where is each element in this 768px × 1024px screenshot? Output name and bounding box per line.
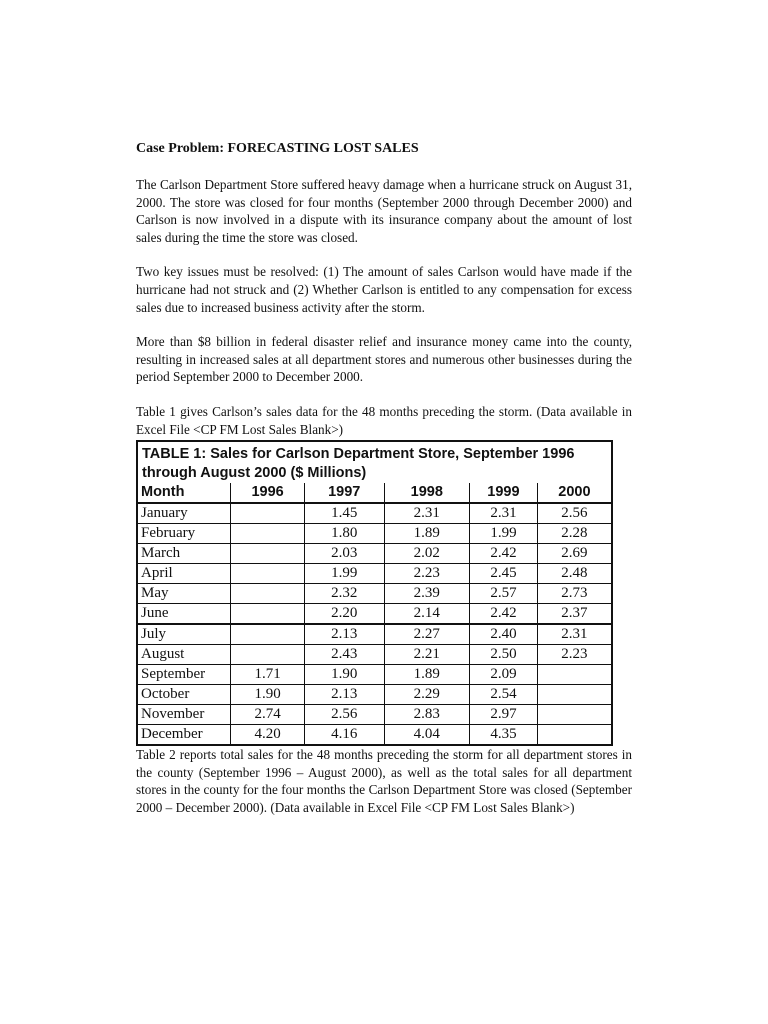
sales-value-cell: 2.97	[470, 705, 538, 725]
month-cell: March	[137, 544, 231, 564]
paragraph-relief: More than $8 billion in federal disaster relief and insurance money came into the county, resulting in increased sales at all department stores and numerous other businesses during the period September 2000 to December 2000.	[136, 334, 632, 385]
sales-value-cell: 2.27	[384, 624, 470, 645]
sales-value-cell: 2.23	[384, 564, 470, 584]
sales-value-cell	[537, 665, 612, 685]
sales-value-cell: 2.48	[537, 564, 612, 584]
sales-value-cell	[537, 725, 612, 746]
sales-value-cell: 2.74	[231, 705, 305, 725]
month-cell: May	[137, 584, 231, 604]
heading-title: FORECASTING LOST SALES	[227, 141, 419, 156]
sales-value-cell: 2.50	[470, 645, 538, 665]
sales-value-cell: 2.13	[304, 624, 384, 645]
paragraph-intro: The Carlson Department Store suffered heavy damage when a hurricane struck on August 31, 2000. The store was closed for four months (September 2000 through December 2000) and Carlson is now involved in a dispute with its insurance company about the amount of lost sales during the time the store was closed.	[136, 177, 632, 245]
sales-value-cell	[231, 604, 305, 625]
month-cell: April	[137, 564, 231, 584]
table-header-row	[137, 483, 612, 503]
sales-value-cell: 1.99	[304, 564, 384, 584]
sales-value-cell	[537, 685, 612, 705]
month-cell: January	[137, 503, 231, 524]
table-row	[137, 604, 612, 625]
month-cell: December	[137, 725, 231, 746]
table-header-cell: 1999	[470, 483, 538, 503]
table-header-cell: 1996	[231, 483, 305, 503]
sales-value-cell: 2.31	[470, 503, 538, 524]
month-cell: June	[137, 604, 231, 625]
month-cell: August	[137, 645, 231, 665]
sales-value-cell: 4.16	[304, 725, 384, 746]
sales-value-cell	[231, 544, 305, 564]
sales-value-cell	[231, 624, 305, 645]
sales-value-cell	[231, 645, 305, 665]
sales-value-cell: 2.73	[537, 584, 612, 604]
table-row	[137, 544, 612, 564]
sales-value-cell: 2.56	[304, 705, 384, 725]
sales-value-cell: 1.89	[384, 524, 470, 544]
sales-value-cell	[231, 564, 305, 584]
sales-value-cell: 2.02	[384, 544, 470, 564]
table-header-cell: 1998	[384, 483, 470, 503]
month-cell: September	[137, 665, 231, 685]
table-row	[137, 705, 612, 725]
sales-value-cell: 2.03	[304, 544, 384, 564]
sales-value-cell: 2.31	[384, 503, 470, 524]
sales-value-cell: 2.32	[304, 584, 384, 604]
sales-value-cell: 2.20	[304, 604, 384, 625]
sales-value-cell: 1.71	[231, 665, 305, 685]
table-row	[137, 524, 612, 544]
sales-value-cell: 1.89	[384, 665, 470, 685]
table-title: TABLE 1: Sales for Carlson Department Store, September 1996 through August 2000 ($ Millions)	[137, 441, 612, 483]
sales-value-cell: 2.56	[537, 503, 612, 524]
table-header-cell: 2000	[537, 483, 612, 503]
sales-value-cell: 2.28	[537, 524, 612, 544]
sales-value-cell: 4.35	[470, 725, 538, 746]
sales-value-cell: 2.57	[470, 584, 538, 604]
table-row	[137, 665, 612, 685]
month-cell: July	[137, 624, 231, 645]
sales-value-cell: 2.42	[470, 544, 538, 564]
sales-value-cell	[231, 503, 305, 524]
page-title	[136, 140, 632, 158]
month-cell: November	[137, 705, 231, 725]
sales-value-cell: 2.83	[384, 705, 470, 725]
sales-table	[136, 440, 613, 746]
sales-value-cell: 2.37	[537, 604, 612, 625]
sales-value-cell: 2.40	[470, 624, 538, 645]
sales-value-cell: 1.99	[470, 524, 538, 544]
table-row	[137, 685, 612, 705]
table-row	[137, 564, 612, 584]
table-row	[137, 645, 612, 665]
paragraph-table2-intro: Table 2 reports total sales for the 48 months preceding the storm for all department stores in the county (September 1996 – August 2000), as well as the total sales for all department stores in the county for the four months the Carlson Department Store was closed (September 2000 – December 2000). (Data available in Excel File <CP FM Lost Sales Blank>)	[136, 747, 632, 815]
month-cell: October	[137, 685, 231, 705]
sales-value-cell: 2.45	[470, 564, 538, 584]
sales-value-cell: 2.23	[537, 645, 612, 665]
sales-value-cell: 2.42	[470, 604, 538, 625]
sales-value-cell	[537, 705, 612, 725]
sales-value-cell: 2.09	[470, 665, 538, 685]
sales-value-cell	[231, 584, 305, 604]
table-row	[137, 725, 612, 746]
table-row	[137, 503, 612, 524]
month-cell: February	[137, 524, 231, 544]
sales-value-cell: 2.54	[470, 685, 538, 705]
sales-value-cell: 2.69	[537, 544, 612, 564]
sales-value-cell: 2.14	[384, 604, 470, 625]
sales-value-cell: 2.43	[304, 645, 384, 665]
sales-value-cell: 2.29	[384, 685, 470, 705]
paragraph-issues: Two key issues must be resolved: (1) The amount of sales Carlson would have made if the hurricane had not struck and (2) Whether Carlson is entitled to any compensation for excess sales due to increased business activity after the storm.	[136, 264, 632, 315]
sales-value-cell: 1.80	[304, 524, 384, 544]
table-row	[137, 624, 612, 645]
heading-label: Case Problem:	[136, 141, 224, 156]
sales-value-cell: 4.04	[384, 725, 470, 746]
table-header-cell: Month	[137, 483, 231, 503]
sales-value-cell: 2.39	[384, 584, 470, 604]
sales-value-cell: 1.90	[231, 685, 305, 705]
paragraph-table1-intro: Table 1 gives Carlson’s sales data for the 48 months preceding the storm. (Data available in Excel File <CP FM Lost Sales Blank>)	[136, 403, 632, 437]
sales-value-cell: 4.20	[231, 725, 305, 746]
sales-value-cell: 2.13	[304, 685, 384, 705]
sales-value-cell: 1.90	[304, 665, 384, 685]
table-header-cell: 1997	[304, 483, 384, 503]
document-page	[136, 140, 632, 834]
table-row	[137, 584, 612, 604]
sales-value-cell: 2.21	[384, 645, 470, 665]
sales-value-cell: 2.31	[537, 624, 612, 645]
sales-value-cell: 1.45	[304, 503, 384, 524]
sales-value-cell	[231, 524, 305, 544]
